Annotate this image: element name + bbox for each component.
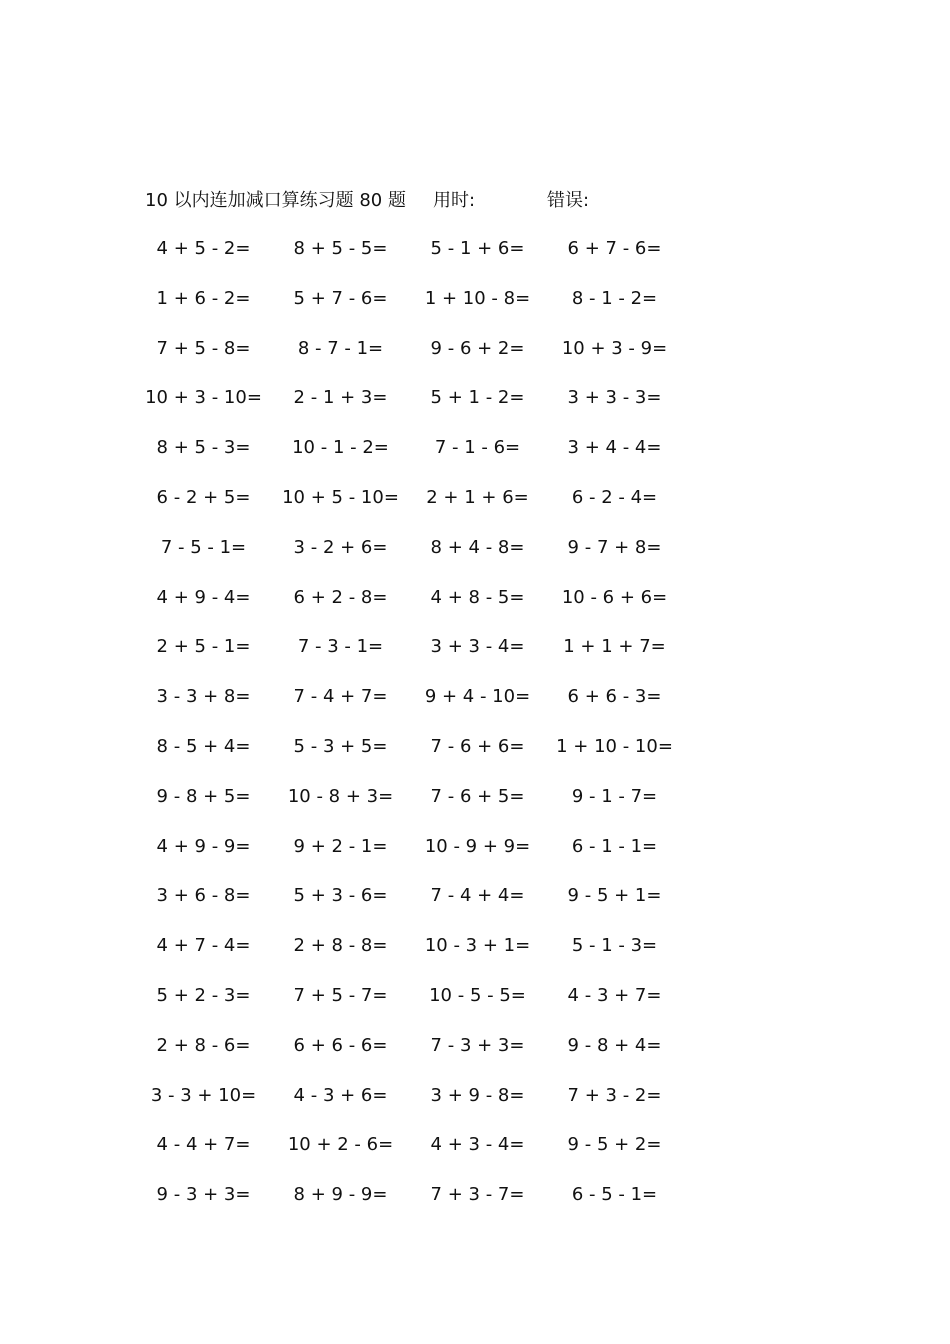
problem-item: 10 - 5 - 5= (429, 984, 526, 1006)
problem-item: 8 + 4 - 8= (430, 536, 525, 558)
problem-item: 4 + 9 - 4= (156, 586, 251, 608)
problem-item: 4 + 7 - 4= (156, 935, 251, 957)
problem-item: 6 - 2 + 5= (156, 486, 251, 508)
problem-item: 10 - 8 + 3= (287, 785, 394, 807)
problem-item: 6 + 7 - 6= (567, 238, 662, 259)
problem-row (130, 1081, 690, 1131)
problem-item: 7 + 3 - 2= (567, 1084, 662, 1106)
problem-row (130, 832, 690, 882)
problem-item: 7 + 5 - 7= (293, 984, 388, 1006)
problem-item: 5 + 1 - 2= (430, 387, 525, 409)
problem-item: 9 - 5 + 1= (567, 885, 662, 907)
problem-item: 2 + 8 - 8= (293, 935, 388, 957)
problem-row (130, 583, 690, 633)
problem-item: 7 + 3 - 7= (430, 1184, 525, 1206)
problem-item: 9 + 2 - 1= (293, 835, 388, 857)
problem-item: 9 - 7 + 8= (567, 536, 662, 558)
problem-item: 5 + 3 - 6= (293, 885, 388, 907)
problem-item: 3 + 6 - 8= (156, 885, 251, 907)
problem-item: 6 - 2 - 4= (571, 486, 658, 508)
problem-item: 2 + 8 - 6= (156, 1034, 251, 1056)
problem-item: 1 + 10 - 10= (556, 735, 673, 757)
problem-item: 3 + 3 - 4= (430, 636, 525, 658)
problem-row (130, 533, 690, 583)
problem-item: 10 + 3 - 9= (561, 337, 668, 359)
worksheet-title: 10 以内连加减口算练习题 80 题 (145, 190, 406, 211)
problem-row (130, 234, 690, 284)
problem-row (130, 1180, 690, 1230)
problem-item: 4 + 3 - 4= (430, 1134, 525, 1156)
problem-item: 9 - 3 + 3= (156, 1184, 251, 1206)
problem-row (130, 1130, 690, 1180)
problem-item: 5 - 1 + 6= (430, 238, 525, 259)
problem-item: 8 + 5 - 3= (156, 437, 251, 459)
problem-item: 7 - 4 + 4= (430, 885, 525, 907)
problem-row (130, 782, 690, 832)
problem-item: 6 - 1 - 1= (571, 835, 658, 857)
problem-row (130, 383, 690, 433)
problem-item: 1 + 6 - 2= (156, 287, 251, 309)
problem-row (130, 433, 690, 483)
problem-item: 4 + 5 - 2= (156, 238, 251, 259)
problem-item: 4 + 8 - 5= (430, 586, 525, 608)
problem-row (130, 732, 690, 782)
problem-item: 10 + 5 - 10= (282, 486, 399, 508)
problem-item: 2 + 1 + 6= (426, 486, 529, 508)
problem-item: 8 - 1 - 2= (571, 287, 658, 309)
problem-item: 7 - 3 + 3= (430, 1034, 525, 1056)
problem-item: 10 + 2 - 6= (287, 1134, 394, 1156)
problem-item: 7 - 6 + 5= (430, 785, 525, 807)
problem-item: 9 - 8 + 4= (567, 1034, 662, 1056)
problem-item: 7 - 1 - 6= (434, 437, 521, 459)
problem-item: 7 - 6 + 6= (430, 735, 525, 757)
time-used-label: 用时: (433, 190, 476, 211)
problem-item: 3 - 3 + 8= (156, 686, 251, 708)
problem-row (130, 632, 690, 682)
problem-item: 7 - 4 + 7= (293, 686, 388, 708)
problem-row (130, 981, 690, 1031)
problem-item: 6 + 2 - 8= (293, 586, 388, 608)
problem-item: 8 + 5 - 5= (293, 238, 388, 259)
problem-item: 4 + 9 - 9= (156, 835, 251, 857)
problem-item: 2 + 5 - 1= (156, 636, 251, 658)
problem-item: 10 + 3 - 10= (145, 387, 262, 409)
problem-item: 6 + 6 - 3= (567, 686, 662, 708)
problem-item: 3 + 4 - 4= (567, 437, 662, 459)
problem-item: 9 - 1 - 7= (571, 785, 658, 807)
problem-grid (130, 234, 690, 1230)
problem-item: 4 - 3 + 6= (293, 1084, 388, 1106)
problem-row (130, 483, 690, 533)
problem-item: 3 - 3 + 10= (150, 1084, 257, 1106)
problem-item: 6 + 6 - 6= (293, 1034, 388, 1056)
problem-row (130, 682, 690, 732)
problem-row (130, 881, 690, 931)
problem-item: 6 - 5 - 1= (571, 1184, 658, 1206)
problem-item: 10 - 9 + 9= (424, 835, 531, 857)
error-count-label: 错误: (547, 190, 590, 211)
problem-row (130, 931, 690, 981)
problem-item: 5 - 1 - 3= (571, 935, 658, 957)
problem-row (130, 334, 690, 384)
problem-item: 8 - 7 - 1= (297, 337, 384, 359)
problem-item: 8 + 9 - 9= (293, 1184, 388, 1206)
problem-item: 7 - 5 - 1= (160, 536, 247, 558)
problem-row (130, 1031, 690, 1081)
problem-item: 10 - 1 - 2= (292, 437, 389, 459)
problem-item: 10 - 6 + 6= (561, 586, 668, 608)
problem-item: 7 + 5 - 8= (156, 337, 251, 359)
problem-item: 8 - 5 + 4= (156, 735, 251, 757)
problem-item: 3 + 9 - 8= (430, 1084, 525, 1106)
problem-item: 1 + 10 - 8= (424, 287, 531, 309)
problem-item: 4 - 4 + 7= (156, 1134, 251, 1156)
problem-item: 7 - 3 - 1= (297, 636, 384, 658)
problem-item: 9 - 5 + 2= (567, 1134, 662, 1156)
problem-item: 3 - 2 + 6= (293, 536, 388, 558)
problem-item: 4 - 3 + 7= (567, 984, 662, 1006)
problem-item: 9 - 8 + 5= (156, 785, 251, 807)
problem-item: 9 + 4 - 10= (424, 686, 531, 708)
problem-item: 5 - 3 + 5= (293, 735, 388, 757)
problem-item: 10 - 3 + 1= (424, 935, 531, 957)
problem-item: 1 + 1 + 7= (563, 636, 666, 658)
problem-item: 5 + 7 - 6= (293, 287, 388, 309)
problem-item: 5 + 2 - 3= (156, 984, 251, 1006)
problem-item: 9 - 6 + 2= (430, 337, 525, 359)
problem-item: 2 - 1 + 3= (293, 387, 388, 409)
problem-item: 3 + 3 - 3= (567, 387, 662, 409)
worksheet-header (145, 187, 765, 215)
problem-row (130, 284, 690, 334)
